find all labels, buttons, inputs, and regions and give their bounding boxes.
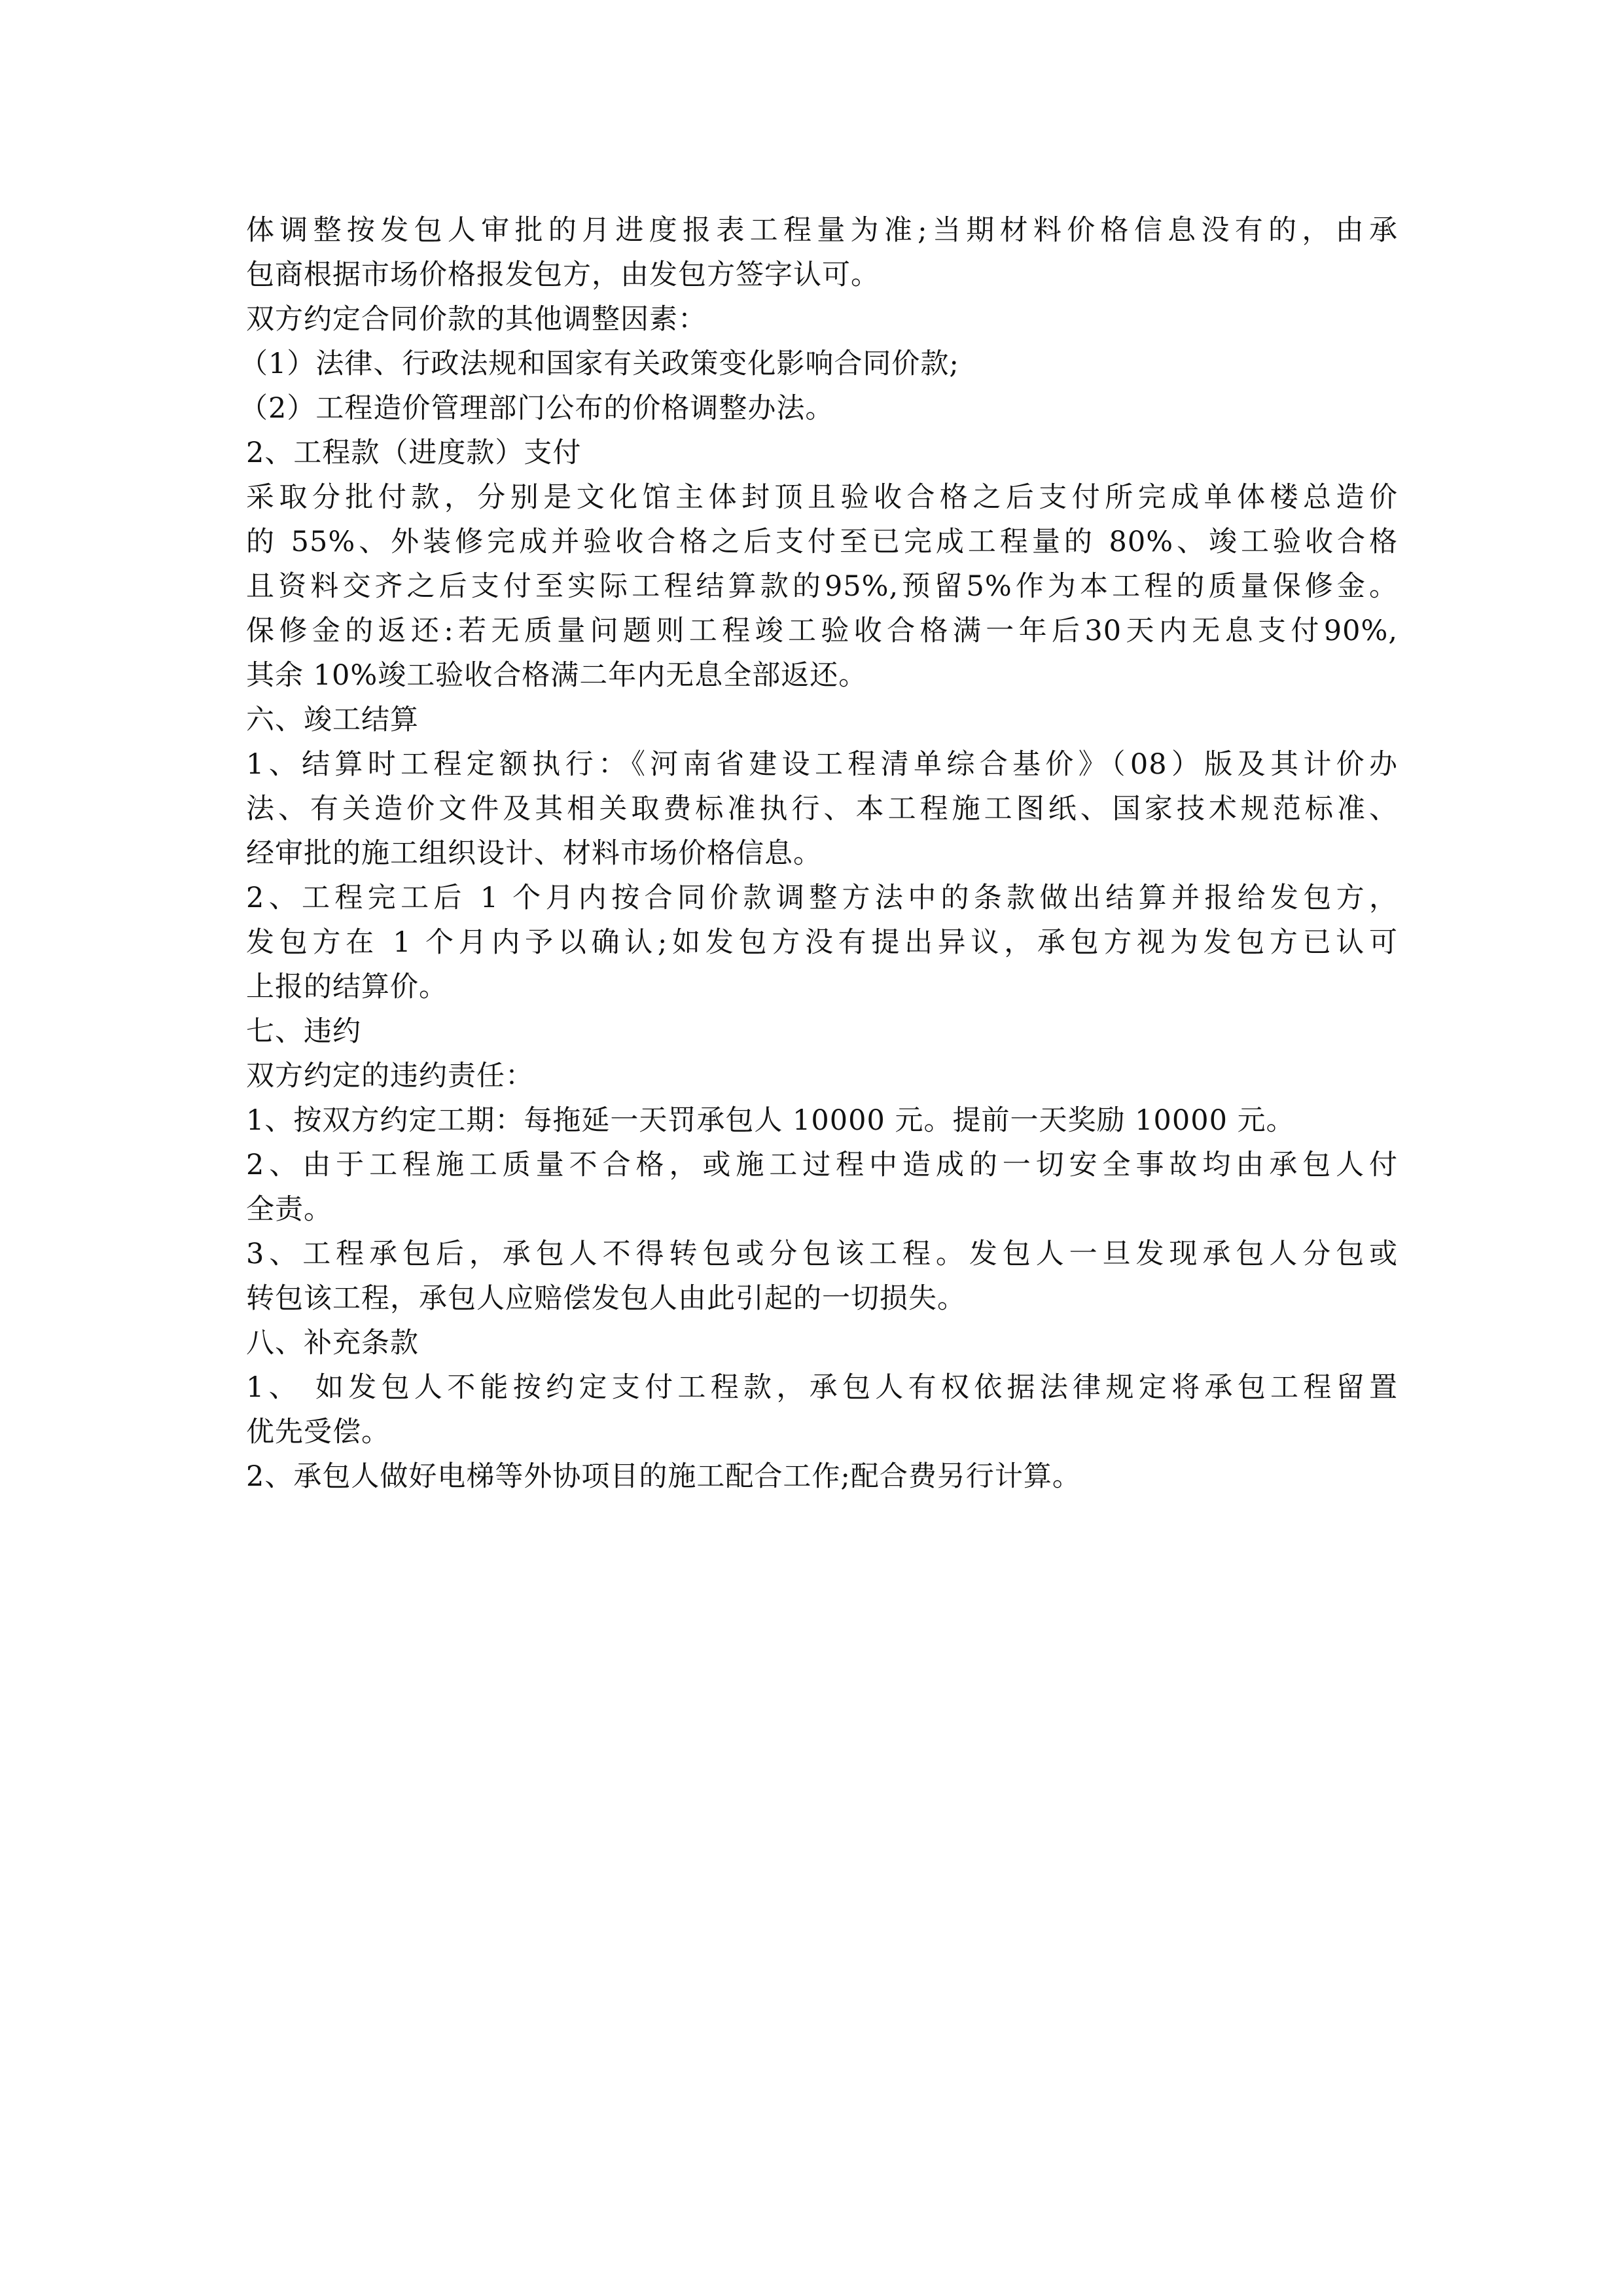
text-line: 2、由于工程施工质量不合格，或施工过程中造成的一切安全事故均由承包人付 (246, 1149, 1398, 1181)
text-line: 经审批的施工组织设计、材料市场价格信息。 (246, 837, 822, 870)
text-line: 且资料交齐之后支付至实际工程结算款的95%,预留5%作为本工程的质量保修金。 (246, 570, 1398, 603)
text-line: （2）工程造价管理部门公布的价格调整办法。 (240, 392, 834, 425)
text-line: 1、结算时工程定额执行：《河南省建设工程清单综合基价》（08）版及其计价办 (246, 748, 1398, 781)
section-heading: 2、工程款（进度款）支付 (246, 437, 582, 469)
text-line: 上报的结算价。 (246, 971, 448, 1003)
text-line: 2、承包人做好电梯等外协项目的施工配合工作;配合费另行计算。 (246, 1460, 1081, 1493)
text-line: 双方约定合同价款的其他调整因素： (246, 303, 707, 336)
document-body (240, 208, 1398, 1499)
text-line: 1、 如发包人不能按约定支付工程款，承包人有权依据法律规定将承包工程留置 (246, 1371, 1398, 1404)
text-line: 3、工程承包后，承包人不得转包或分包该工程。发包人一旦发现承包人分包或 (246, 1238, 1398, 1270)
text-line: 转包该工程，承包人应赔偿发包人由此引起的一切损失。 (246, 1282, 966, 1315)
text-line: 双方约定的违约责任： (246, 1060, 534, 1092)
text-line: 法、有关造价文件及其相关取费标准执行、本工程施工图纸、国家技术规范标准、 (246, 793, 1398, 825)
text-line: 包商根据市场价格报发包方，由发包方签字认可。 (246, 259, 880, 291)
text-line: 采取分批付款，分别是文化馆主体封顶且验收合格之后支付所完成单体楼总造价 (246, 481, 1398, 514)
section-heading: 七、违约 (246, 1015, 361, 1048)
text-line: 其余 10%竣工验收合格满二年内无息全部返还。 (246, 659, 868, 692)
text-line: 体调整按发包人审批的月进度报表工程量为准;当期材料价格信息没有的，由承 (246, 214, 1398, 247)
section-heading: 八、补充条款 (246, 1327, 419, 1359)
text-line: 1、按双方约定工期：每拖延一天罚承包人 10000 元。提前一天奖励 10000 元。 (246, 1104, 1295, 1137)
text-line: 的 55%、外装修完成并验收合格之后支付至已完成工程量的 80%、竣工验收合格 (246, 526, 1398, 558)
text-line: 2、工程完工后 1 个月内按合同价款调整方法中的条款做出结算并报给发包方， (246, 882, 1398, 914)
section-heading: 六、竣工结算 (246, 704, 419, 736)
text-line: 全责。 (246, 1193, 332, 1226)
text-line: 保修金的返还:若无质量问题则工程竣工验收合格满一年后30天内无息支付90%, (246, 615, 1398, 647)
text-line: 优先受偿。 (246, 1416, 390, 1448)
text-line: 发包方在 1 个月内予以确认;如发包方没有提出异议，承包方视为发包方已认可 (246, 926, 1398, 959)
text-line: （1）法律、行政法规和国家有关政策变化影响合同价款; (240, 348, 959, 380)
